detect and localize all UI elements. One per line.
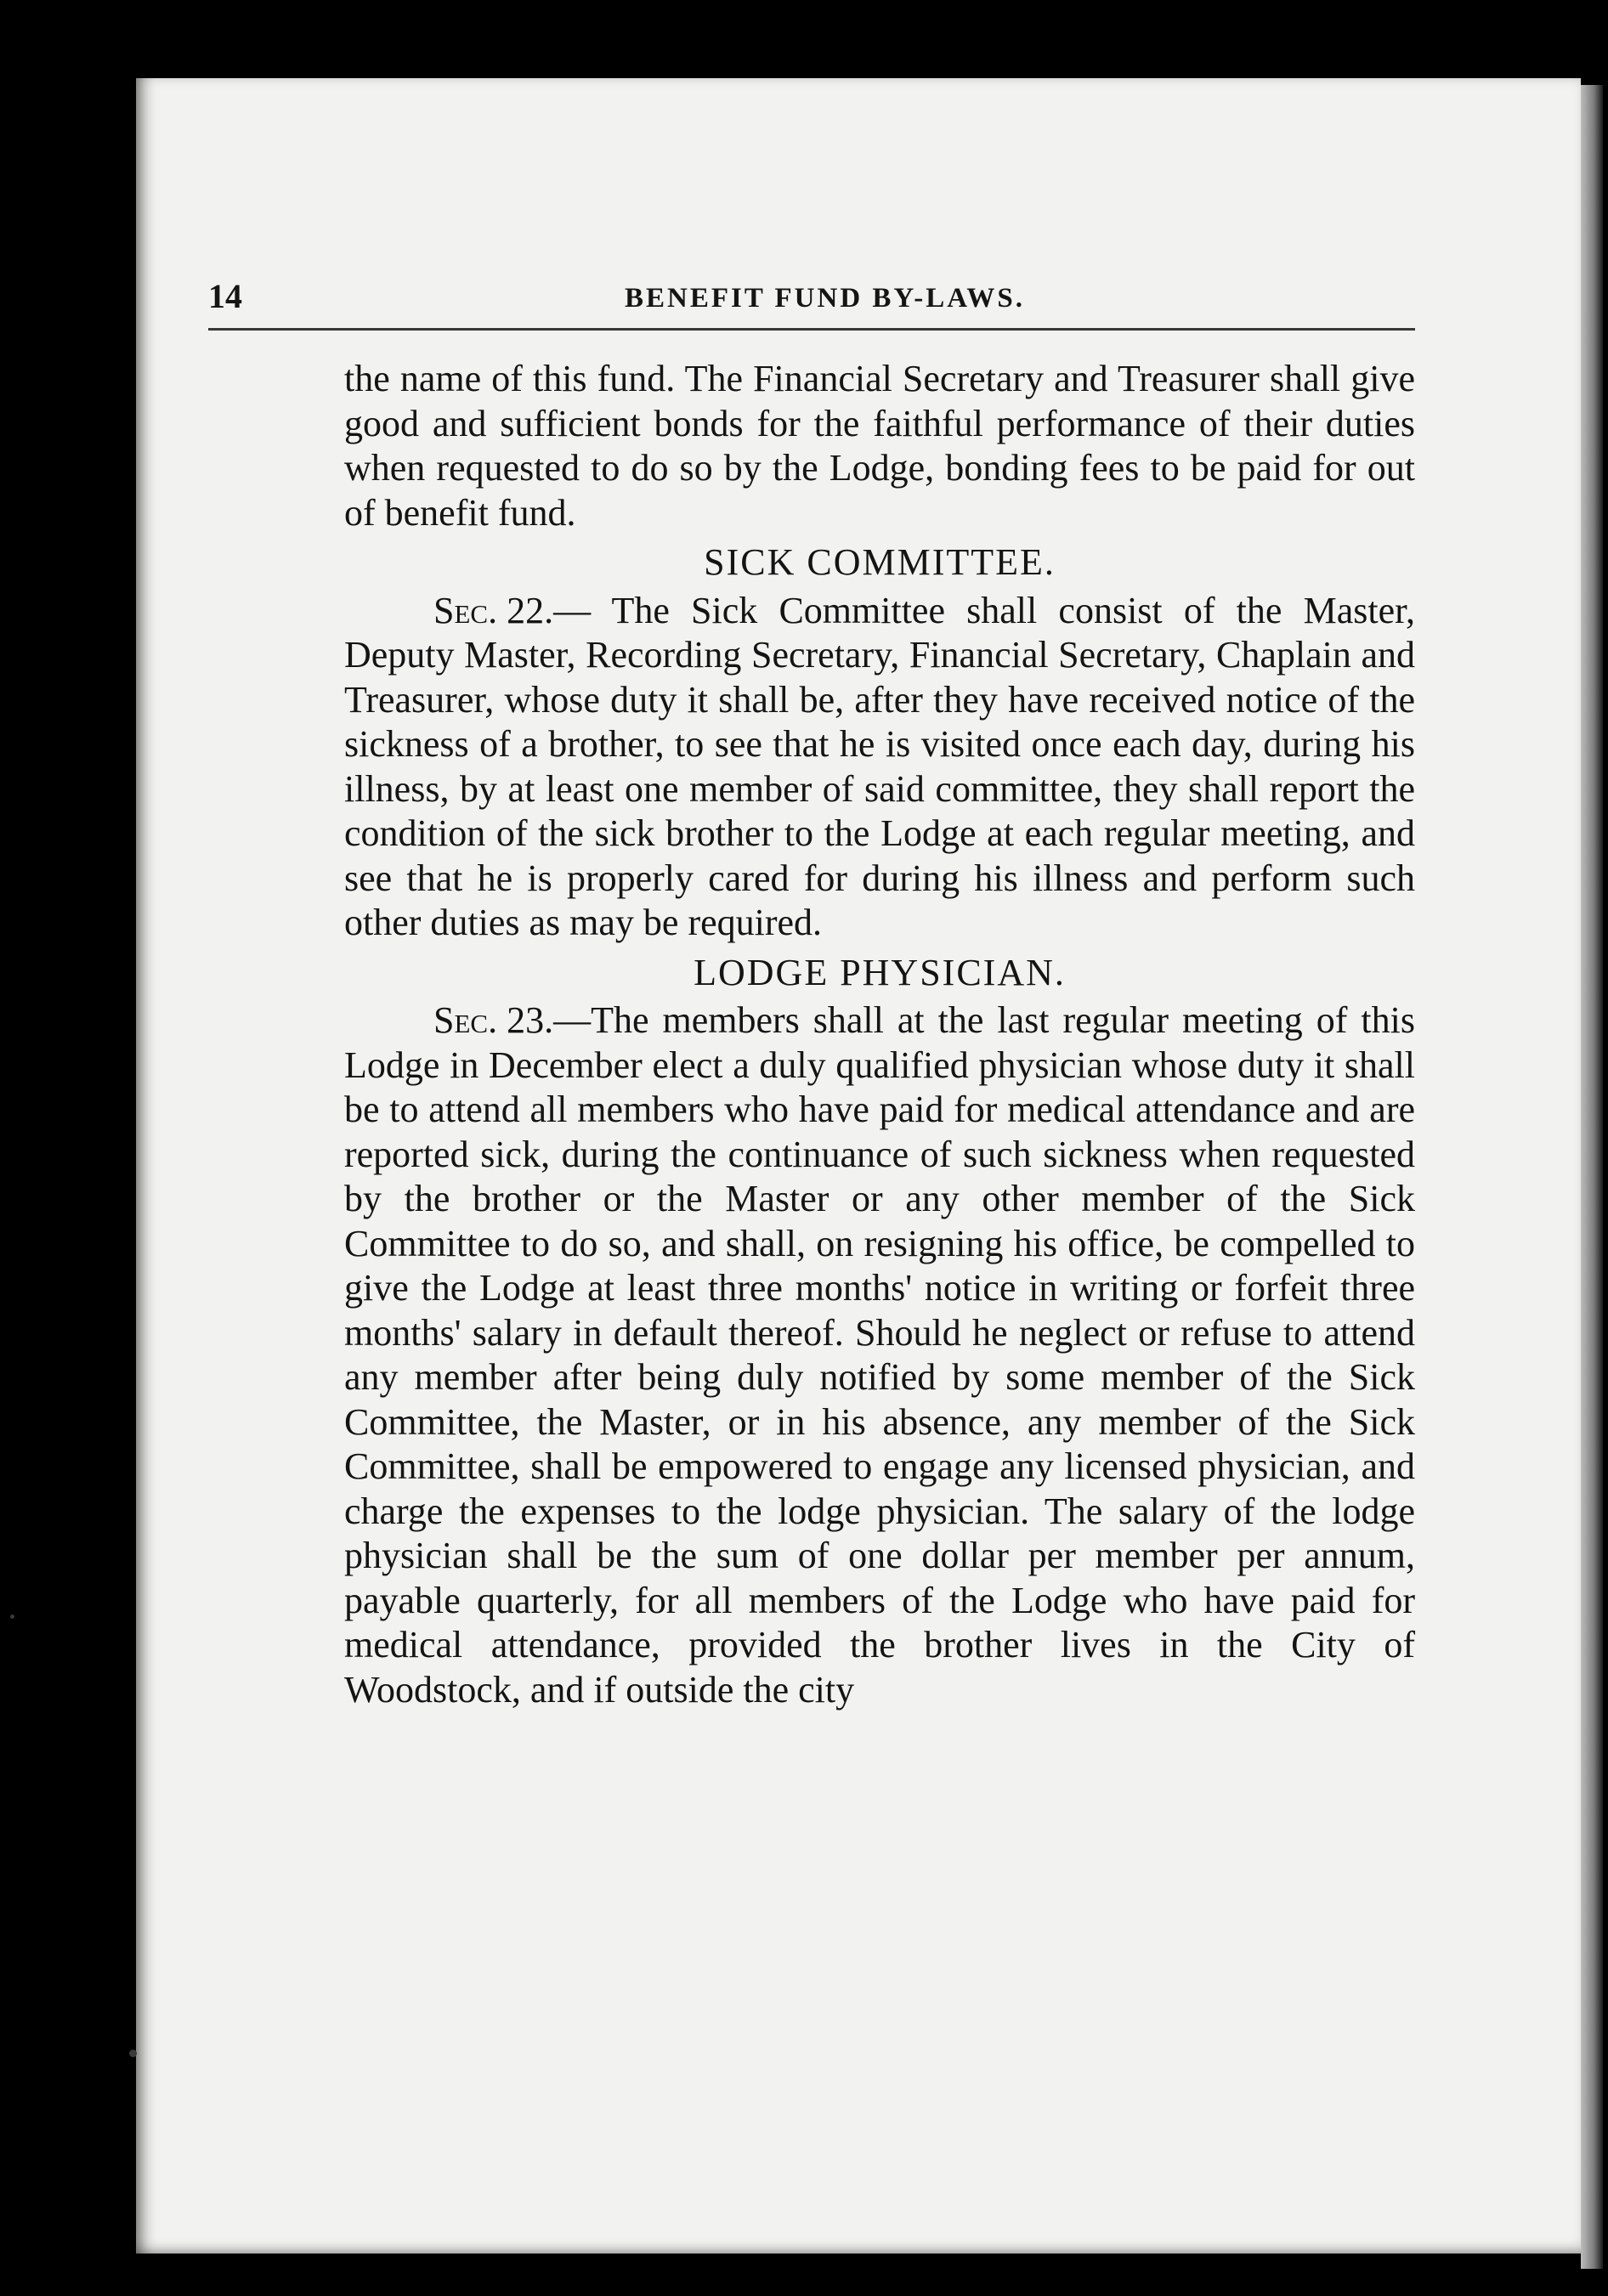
header-rule xyxy=(208,328,1415,331)
section-23-paragraph xyxy=(344,998,1415,1712)
page-number: 14 xyxy=(208,277,242,315)
page-edge xyxy=(1581,85,1603,2269)
page-body xyxy=(344,357,1415,1712)
section-23-label: Sec. 23. xyxy=(433,999,554,1041)
section-22-text: — The Sick Committee shall consist of the Master, Deputy Master, Recording Secretary, Financial Secretary, Chaplain and Treasurer, whose duty it shall be, after they have received notice of the sickness of a brother, to see that he is visited once each day, during his illness, by at least one member of said committee, they shall report the condition of the sick brother to the Lodge at each regular meeting, and see that he is properly cared for during his illness and perform such other duties as may be required. xyxy=(344,589,1415,943)
section-heading-sick-committee: SICK COMMITTEE. xyxy=(704,541,1056,583)
speck xyxy=(129,2050,137,2057)
page-header xyxy=(208,276,1415,327)
section-22-label: Sec. 22. xyxy=(433,589,554,631)
running-head: BENEFIT FUND BY-LAWS. xyxy=(625,283,1026,314)
speck xyxy=(10,1615,14,1619)
section-heading-lodge-physician: LODGE PHYSICIAN. xyxy=(694,951,1066,993)
section-23-text: —The members shall at the last regular meeting of this Lodge in December elect a duly qualified physician whose duty it shall be to attend all members who have paid for medical attendance and are reported sick, during the continuance of such sickness when requested by the brother or the Master or any other member of the Sick Committee to do so, and shall, on resigning his office, be compelled to give the Lodge at least three months' notice in writing or forfeit three months' salary in default thereof. Should he neglect or refuse to attend any member after being duly notified by some member of the Sick Committee, the Master, or in his absence, any member of the Sick Committee, shall be empowered to engage any licensed physician, and charge the expenses to the lodge physician. The salary of the lodge physician shall be the sum of one dollar per member per annum, payable quarterly, for all members of the Lodge who have paid for medical attendance, provided the brother lives in the City of Woodstock, and if outside the city xyxy=(344,999,1415,1711)
section-22-paragraph xyxy=(344,589,1415,946)
continued-paragraph: the name of this fund. The Financial Secretary and Treasurer shall give good and sufficient bonds for the faithful performance of their duties when requested to do so by the Lodge, bonding fees to be paid for out of benefit fund. xyxy=(344,358,1415,534)
